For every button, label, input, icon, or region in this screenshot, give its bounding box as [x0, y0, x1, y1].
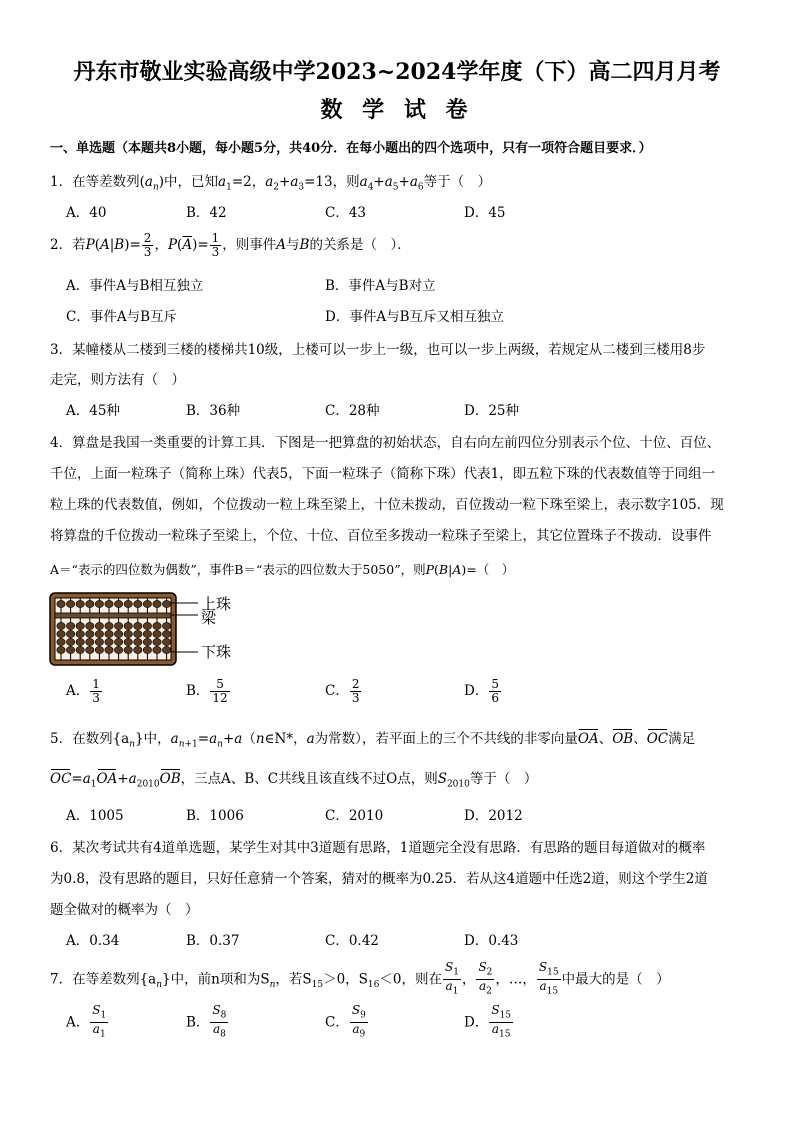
abacus-lower-bead — [124, 622, 132, 629]
q2-option-d: D．事件A与B互斥又相互独立 — [325, 309, 504, 325]
q3-option-d: D．25种 — [464, 403, 520, 419]
abacus-lower-bead — [105, 646, 113, 653]
abacus-lower-bead — [134, 630, 142, 637]
abacus-upper-bead — [76, 600, 84, 607]
question-4-line-4: 将算盘的千位拨动一粒珠子至梁上，个位、十位、百位至多拨动一粒珠子至梁上，其它位置珠子不拨动．设事件 — [50, 528, 712, 544]
q7-option-c: C． $\frac{S_9}{a_9}$ — [325, 1003, 366, 1040]
abacus-lower-bead — [114, 622, 122, 629]
abacus-lower-bead — [153, 646, 161, 653]
q5-option-a: A．1005 — [66, 808, 124, 824]
abacus-lower-bead — [153, 622, 161, 629]
label-lower-bead: 下珠 — [201, 643, 232, 661]
q7-option-a: A． $\frac{S_1}{a_1}$ — [66, 1003, 107, 1040]
section-heading: 一、单选题（本题共8小题，每小题5分，共40分．在每小题出的四个选项中，只有一项符合题目要求．） — [50, 141, 652, 156]
abacus-lower-bead — [76, 646, 84, 653]
q2-option-a: A．事件A与B相互独立 — [66, 278, 204, 294]
abacus-lower-bead — [124, 638, 132, 645]
abacus-lower-bead — [143, 622, 151, 629]
abacus-upper-bead — [153, 600, 161, 607]
label-beam: 梁 — [201, 609, 217, 627]
abacus-upper-bead — [143, 600, 151, 607]
question-4-line-2: 千位，上面一粒珠子（简称上珠）代表5，下面一粒珠子（简称下珠）代表1，即五粒下珠的代表数值等于同组一 — [50, 466, 716, 482]
question-6-line-1: 6．某次考试共有4道单选题，某学生对其中3道题有思路，1道题完全没有思路．有思路的题目每道做对的概率 — [50, 840, 706, 856]
q6-option-b: B．0.37 — [186, 933, 240, 949]
abacus-lower-bead — [57, 630, 65, 637]
abacus-upper-bead — [95, 600, 103, 607]
q4-option-b: B． $\frac{5}{12}$ — [186, 677, 228, 705]
abacus-lower-bead — [86, 638, 94, 645]
abacus-lower-bead — [95, 638, 103, 645]
question-4-line-3: 粒上珠的代表数值，例如，个位拨动一粒上珠至梁上，十位未拨动，百位拨动一粒下珠至梁上，表示数字105．现 — [50, 497, 724, 513]
abacus-lower-bead — [66, 622, 74, 629]
abacus-upper-bead — [105, 600, 113, 607]
q6-option-d: D．0.43 — [464, 933, 519, 949]
abacus-lower-bead — [105, 630, 113, 637]
abacus-beam — [55, 613, 171, 618]
abacus-lower-bead — [76, 622, 84, 629]
abacus-lower-bead — [153, 638, 161, 645]
abacus-lower-bead — [162, 622, 170, 629]
abacus-lower-bead — [57, 622, 65, 629]
question-2-stem: 2．若P(A|B)= $\frac{2}{3}$ ，$P(\overline{A})=$ $\frac{1}{3}$ ，则事件A与B的关系是（ ）． — [50, 231, 411, 259]
q1-option-d: D．45 — [464, 205, 506, 221]
abacus-upper-bead — [86, 600, 94, 607]
abacus-lower-bead — [66, 638, 74, 645]
q7-option-d: D． $\frac{S_{15}}{a_{15}}$ — [464, 1003, 512, 1040]
abacus-figure — [48, 590, 248, 670]
abacus-lower-bead — [95, 646, 103, 653]
q4-option-a: A． $\frac{1}{3}$ — [66, 677, 100, 705]
label-upper-bead: 上珠 — [201, 595, 232, 613]
question-4-line-1: 4．算盘是我国一类重要的计算工具．下图是一把算盘的初始状态，自右向左前四位分别表示个位、十位、百位、 — [50, 435, 721, 451]
q2-option-b: B．事件A与B对立 — [325, 278, 436, 294]
abacus-lower-bead — [105, 622, 113, 629]
abacus-lower-bead — [153, 630, 161, 637]
abacus-upper-bead — [162, 600, 170, 607]
abacus-lower-bead — [114, 646, 122, 653]
abacus-lower-bead — [143, 630, 151, 637]
abacus-lower-bead — [95, 630, 103, 637]
q3-option-a: A．45种 — [66, 403, 120, 419]
q3-option-c: C．28种 — [325, 403, 380, 419]
q5-option-d: D．2012 — [464, 808, 523, 824]
q5-option-b: B．1006 — [186, 808, 244, 824]
abacus-lower-bead — [124, 630, 132, 637]
q7-option-b: B． $\frac{S_8}{a_8}$ — [186, 1003, 227, 1040]
q3-option-b: B．36种 — [186, 403, 241, 419]
abacus-lower-bead — [143, 646, 151, 653]
abacus-lower-bead — [162, 646, 170, 653]
question-3-line-1: 3．某幢楼从二楼到三楼的楼梯共10级，上楼可以一步上一级，也可以一步上两级，若规定从二楼到三楼用8步 — [50, 342, 706, 358]
abacus-lower-bead — [57, 638, 65, 645]
abacus-lower-bead — [86, 646, 94, 653]
abacus-upper-bead — [124, 600, 132, 607]
abacus-lower-bead — [57, 646, 65, 653]
q6-option-c: C．0.42 — [325, 933, 379, 949]
abacus-lower-bead — [114, 630, 122, 637]
abacus-lower-bead — [66, 646, 74, 653]
abacus-lower-bead — [105, 638, 113, 645]
q4-option-c: C． $\frac{2}{3}$ — [325, 677, 360, 705]
abacus-lower-bead — [95, 622, 103, 629]
abacus-upper-bead — [134, 600, 142, 607]
question-5-line-2: $OC=a_1OA+a_{2010}OB$，三点A、B、C共线且该直线不过O点，则$S_{2010}$等于（ ） — [50, 771, 538, 790]
question-4-line-5: A＝“表示的四位数为偶数”，事件B＝“表示的四位数大于5050”，则P(B|A)=（ ） — [50, 562, 515, 577]
question-1-stem: 1．在等差数列$(a_n)$中，已知$a_1=2$，$a_2+a_3=13$，则$a_4+a_5+a_6$等于（ ） — [50, 174, 492, 193]
abacus-upper-bead — [57, 600, 65, 607]
q1-option-b: B．42 — [186, 205, 227, 221]
abacus-lower-bead — [162, 630, 170, 637]
q1-option-c: C．43 — [325, 205, 367, 221]
q4-option-d: D． $\frac{5}{6}$ — [464, 677, 499, 705]
abacus-lower-bead — [134, 638, 142, 645]
abacus-lower-bead — [76, 630, 84, 637]
question-6-line-2: 为0.8，没有思路的题目，只好任意猜一个答案，猜对的概率为0.25．若从这4道题中任选2道，则这个学生2道 — [50, 871, 708, 887]
question-5-line-1: 5．在数列$\{a_n\}$中，$a_{n+1}=a_n+a(n\in N*$，a为常数），若平面上的三个不共线的非零向量OA、OB、OC满足 — [50, 731, 696, 750]
q1-option-a: A．40 — [66, 205, 107, 221]
q6-option-a: A．0.34 — [66, 933, 120, 949]
question-7-stem: 7．在等差数列$\{a_n\}$中，前n项和为$S_n$，若$S_{15}>0$，$S_{16}<0$，则在 $\frac{S_1}{a_1}$ ， $\frac{S_2}{a_2}$ ，…， $\frac{S_{15}}{a_{15}}$ 中最大的是（ ） — [50, 960, 670, 997]
page-title: 丹东市敬业实验高级中学2023~2024学年度（下）高二四月月考 — [73, 59, 721, 85]
q5-option-c: C．2010 — [325, 808, 384, 824]
abacus-lower-bead — [114, 638, 122, 645]
abacus-lower-bead — [76, 638, 84, 645]
abacus-lower-bead — [86, 622, 94, 629]
abacus-lower-bead — [134, 646, 142, 653]
q2-option-c: C．事件A与B互斥 — [66, 309, 177, 325]
abacus-lower-bead — [162, 638, 170, 645]
question-6-line-3: 题全做对的概率为（ ） — [50, 902, 199, 918]
abacus-lower-bead — [143, 638, 151, 645]
abacus-lower-bead — [86, 630, 94, 637]
abacus-lower-bead — [66, 630, 74, 637]
abacus-upper-bead — [114, 600, 122, 607]
abacus-upper-bead — [66, 600, 74, 607]
page-subtitle: 数 学 试 卷 — [320, 97, 474, 123]
abacus-lower-bead — [124, 646, 132, 653]
abacus-lower-bead — [134, 622, 142, 629]
question-3-line-2: 走完，则方法有（ ） — [50, 372, 185, 388]
